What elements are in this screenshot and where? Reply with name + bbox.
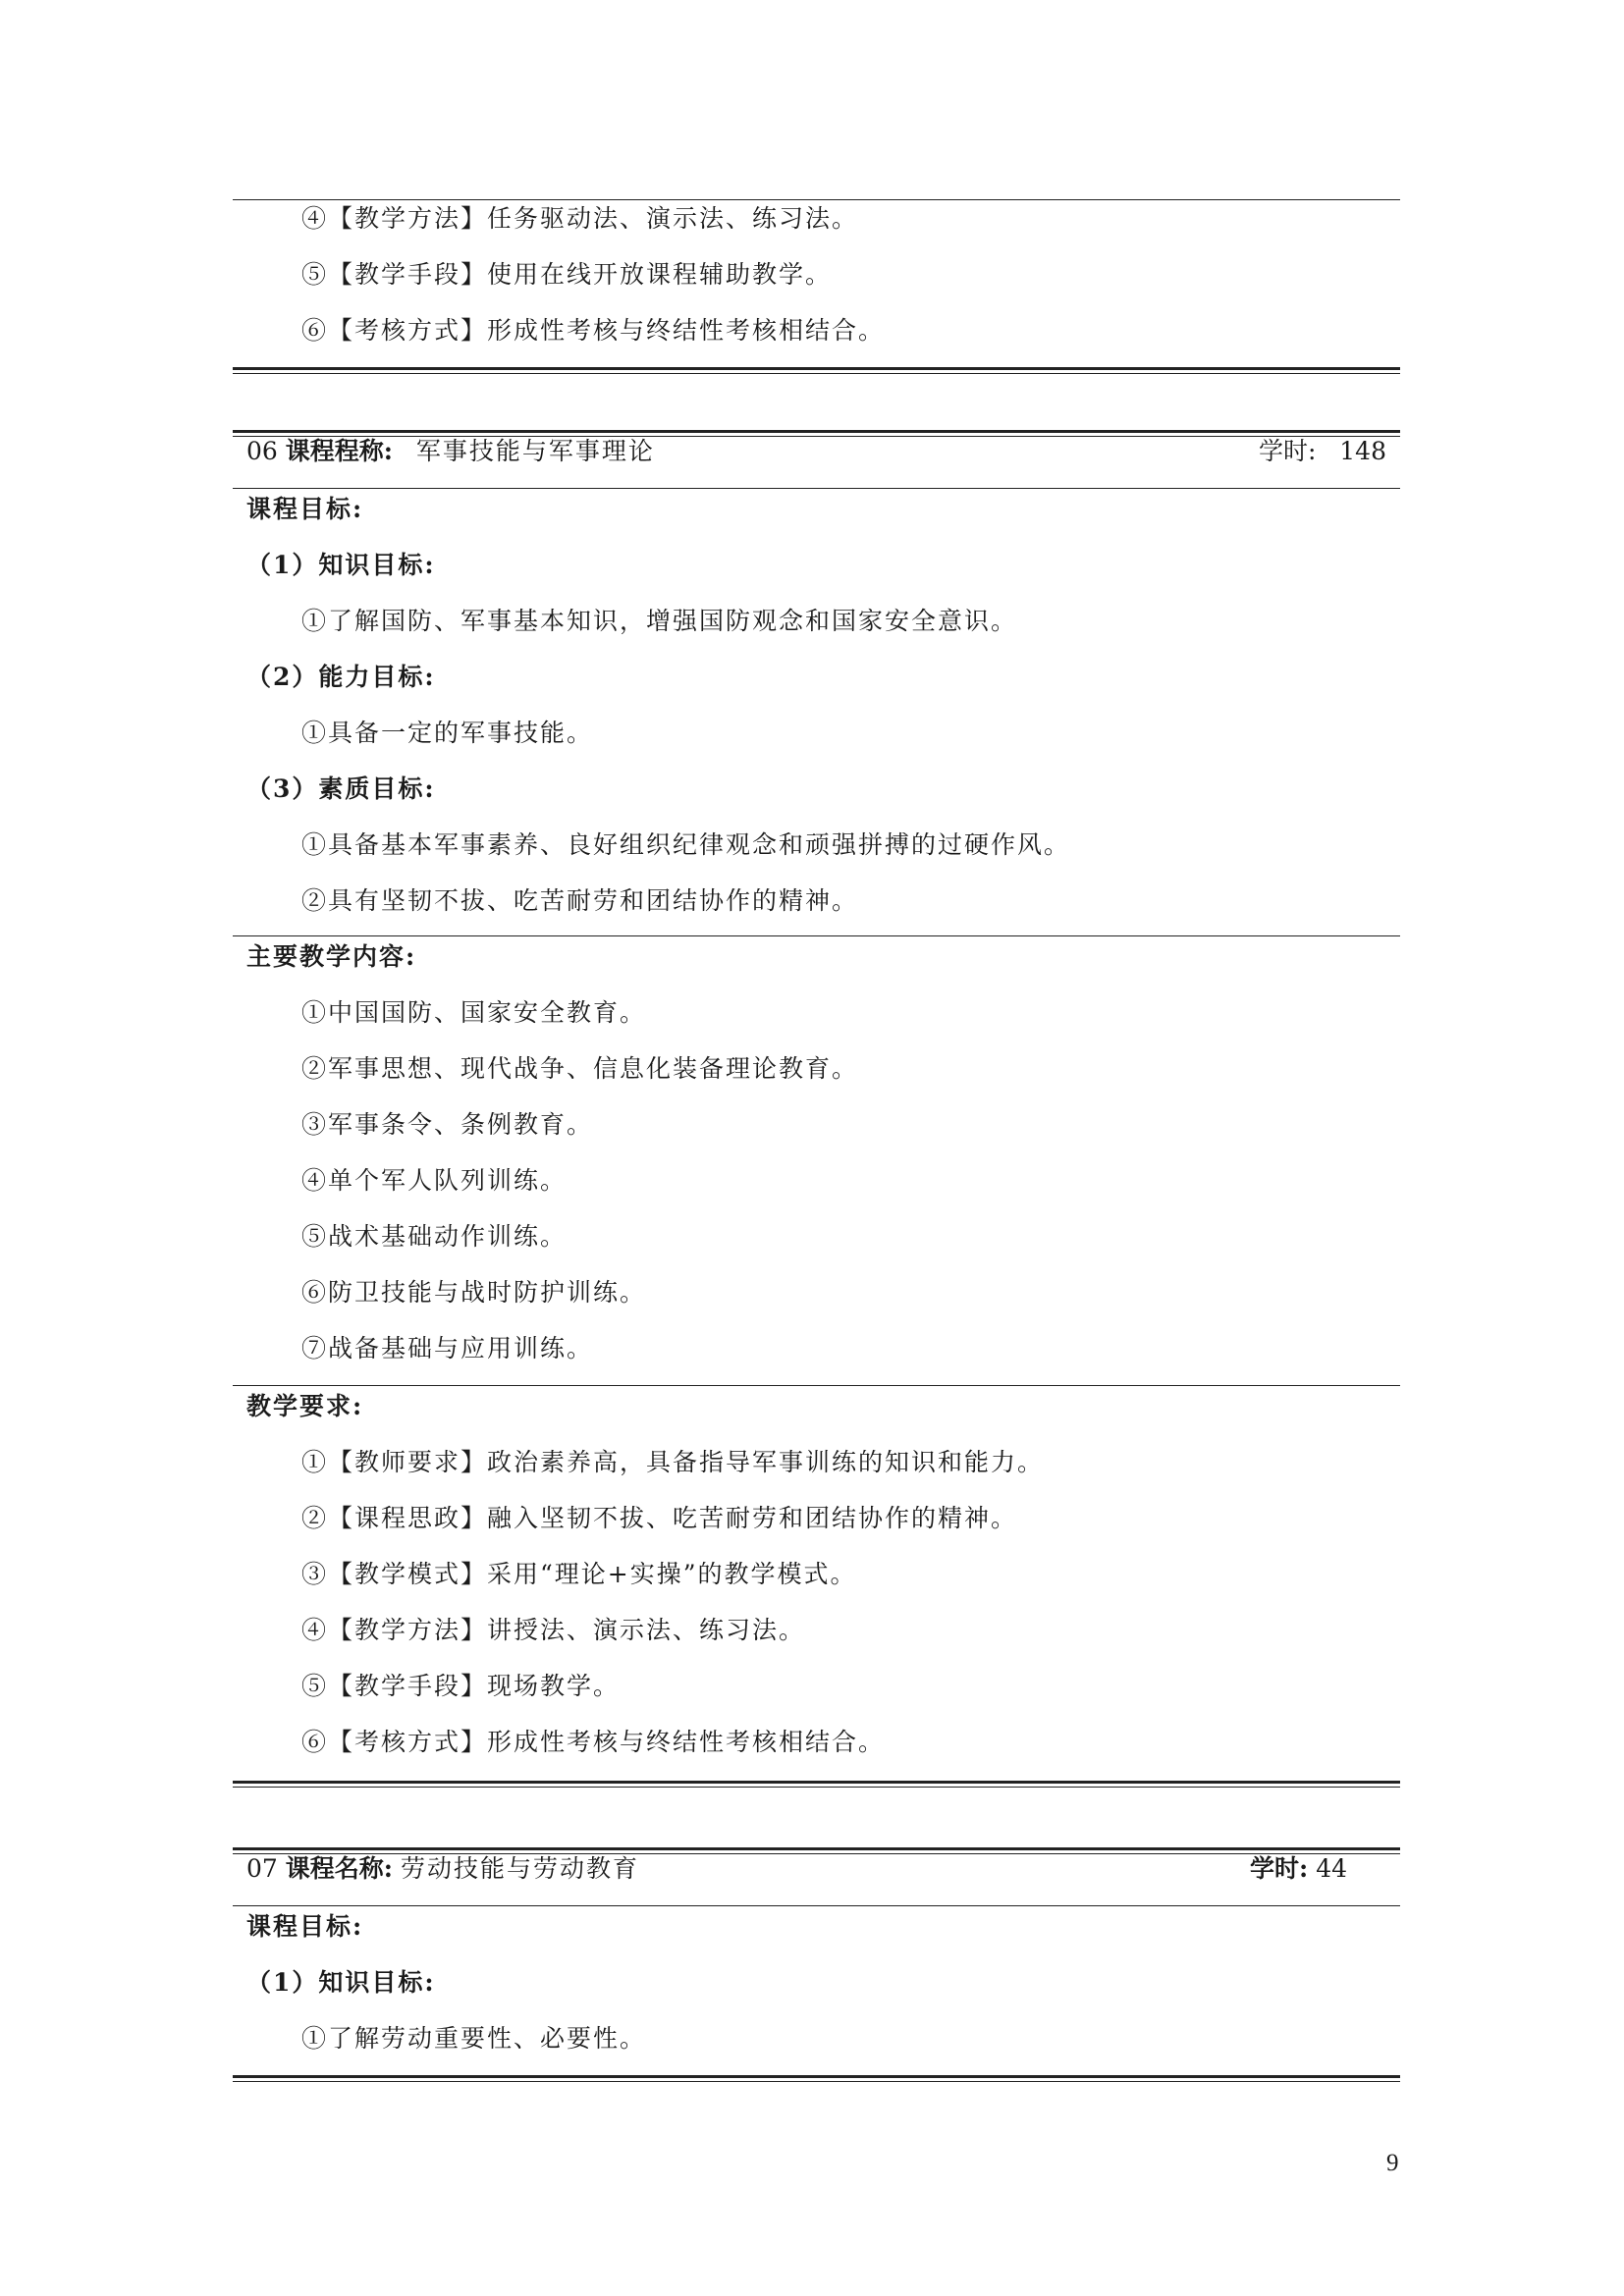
hours-value: 44 <box>1316 1854 1347 1883</box>
prev-item: ⑤【教学手段】使用在线开放课程辅助教学。 <box>301 260 833 289</box>
course-top-rule <box>233 1847 1400 1850</box>
requirement-item: ②【课程思政】融入坚韧不拔、吃苦耐劳和团结协作的精神。 <box>301 1504 1018 1532</box>
hours-label: 学时: <box>1250 1854 1309 1883</box>
requirement-item: ⑥【考核方式】形成性考核与终结性考核相结合。 <box>301 1728 886 1756</box>
page-end-rule <box>233 2075 1400 2078</box>
content-item: ⑦战备基础与应用训练。 <box>301 1334 594 1362</box>
course-name-label: 课程名称: <box>285 1854 393 1883</box>
requirement-item: ①【教师要求】政治素养高，具备指导军事训练的知识和能力。 <box>301 1448 1045 1476</box>
content-label: 主要教学内容: <box>246 942 417 971</box>
prev-section <box>233 196 1400 373</box>
goals-end-rule <box>233 935 1400 936</box>
course-name-label: 课程程称: <box>285 437 393 465</box>
title-under-rule <box>233 488 1400 489</box>
hours-value: 148 <box>1339 437 1386 465</box>
goals-label: 课程目标: <box>246 495 364 523</box>
course-code: 07 <box>246 1854 278 1883</box>
course-06 <box>233 430 1400 1790</box>
content-item: ④单个军人队列训练。 <box>301 1166 568 1195</box>
content-item: ③军事条令、条例教育。 <box>301 1110 594 1139</box>
course-code: 06 <box>246 437 278 465</box>
content-item: ①中国国防、国家安全教育。 <box>301 998 647 1027</box>
quality-item: ①具备基本军事素养、良好组织纪律观念和顽强拼搏的过硬作风。 <box>301 830 1071 859</box>
content-item: ⑥防卫技能与战时防护训练。 <box>301 1278 647 1307</box>
knowledge-label: （1）知识目标: <box>246 1968 436 1997</box>
knowledge-label: （1）知识目标: <box>246 551 436 579</box>
course-hours <box>1250 1854 1347 1884</box>
ability-label: （2）能力目标: <box>246 663 436 691</box>
course-name: 劳动技能与劳动教育 <box>400 1854 639 1883</box>
content-item: ⑤战术基础动作训练。 <box>301 1222 568 1251</box>
ability-item: ①具备一定的军事技能。 <box>301 719 594 747</box>
requirement-item: ⑤【教学手段】现场教学。 <box>301 1672 621 1700</box>
requirement-item: ④【教学方法】讲授法、演示法、练习法。 <box>301 1616 806 1644</box>
requirement-item: ③【教学模式】采用“理论+实操”的教学模式。 <box>301 1560 857 1588</box>
page-number: 9 <box>1386 2150 1399 2176</box>
top-rule <box>233 199 1400 200</box>
course-07 <box>233 1847 1400 2083</box>
hours-label: 学时: <box>1259 437 1317 465</box>
title-under-rule <box>233 1905 1400 1906</box>
course-top-rule <box>233 430 1400 433</box>
quality-item: ②具有坚韧不拔、吃苦耐劳和团结协作的精神。 <box>301 886 859 915</box>
course-title-row <box>246 1854 1386 1884</box>
course-title-row <box>246 437 1386 466</box>
content-item: ②军事思想、现代战争、信息化装备理论教育。 <box>301 1054 859 1083</box>
quality-label: （3）素质目标: <box>246 774 436 803</box>
prev-item: ④【教学方法】任务驱动法、演示法、练习法。 <box>301 204 859 233</box>
section-end-rule <box>233 367 1400 370</box>
course-hours <box>1259 437 1386 466</box>
course-end-rule <box>233 1781 1400 1784</box>
knowledge-item: ①了解国防、军事基本知识，增强国防观念和国家安全意识。 <box>301 607 1018 635</box>
knowledge-item: ①了解劳动重要性、必要性。 <box>301 2024 647 2053</box>
content-end-rule <box>233 1385 1400 1386</box>
course-name: 军事技能与军事理论 <box>415 437 655 465</box>
goals-label: 课程目标: <box>246 1912 364 1941</box>
prev-item: ⑥【考核方式】形成性考核与终结性考核相结合。 <box>301 316 886 345</box>
requirements-label: 教学要求: <box>246 1392 364 1420</box>
